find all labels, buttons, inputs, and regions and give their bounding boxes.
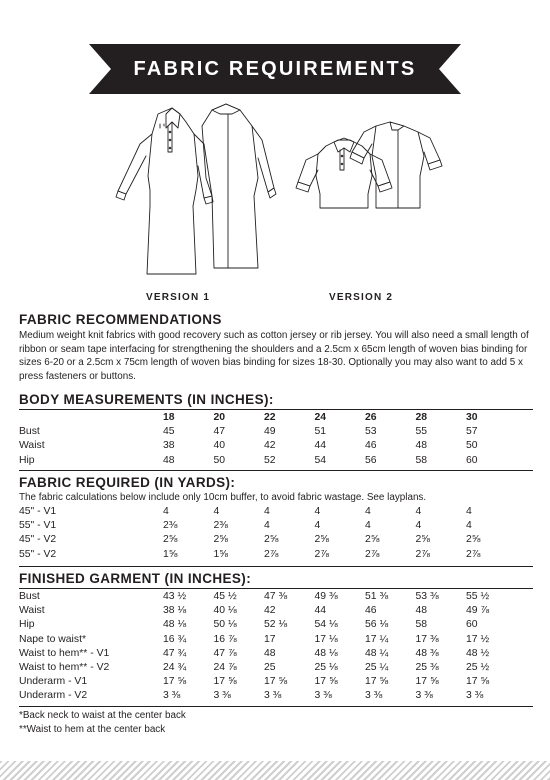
table-cell: 16 ¾ bbox=[163, 633, 187, 645]
table-cell: 2⅝ bbox=[163, 534, 178, 546]
table-cell: 42 bbox=[264, 440, 276, 452]
table-cell: 48 ⅜ bbox=[415, 647, 439, 659]
table-row bbox=[19, 618, 517, 632]
row-label: Underarm - V1 bbox=[19, 676, 88, 688]
table-cell: 51 bbox=[314, 426, 327, 438]
row-label: 45" - V2 bbox=[19, 534, 57, 546]
table-cell: 17 ⅝ bbox=[466, 676, 490, 688]
table-cell: 54 ⅛ bbox=[314, 619, 338, 631]
fabric-required-bottom-rule bbox=[19, 566, 533, 567]
fabric-required-table bbox=[19, 505, 517, 562]
table-cell: 17 ⅜ bbox=[415, 633, 439, 645]
body-measurements-bottom-rule bbox=[19, 470, 533, 471]
body-measurements-table bbox=[19, 411, 517, 468]
row-label: Hip bbox=[19, 619, 35, 631]
table-cell: 51 ⅜ bbox=[365, 591, 389, 602]
fabric-recommendations-heading: FABRIC RECOMMENDATIONS bbox=[19, 312, 222, 327]
table-cell: 38 ⅛ bbox=[163, 605, 187, 617]
table-cell: 4 bbox=[365, 520, 371, 532]
row-label: 55" - V2 bbox=[19, 548, 57, 560]
table-cell: 3 ⅜ bbox=[466, 690, 484, 702]
table-cell: 46 bbox=[365, 440, 377, 452]
table-cell: 2⅞ bbox=[314, 548, 329, 560]
table-cell: 25 ½ bbox=[466, 662, 490, 674]
finished-garment-bottom-rule bbox=[19, 706, 533, 707]
table-cell: 24 ⅞ bbox=[213, 662, 237, 674]
row-label: 55" - V1 bbox=[19, 520, 57, 532]
table-cell: 53 bbox=[365, 426, 377, 438]
table-cell: 45 bbox=[163, 426, 175, 438]
table-cell: 1⅝ bbox=[213, 548, 228, 560]
table-cell: 52 bbox=[264, 454, 276, 466]
table-cell: 4 bbox=[365, 506, 371, 517]
finished-garment-heading: FINISHED GARMENT (IN INCHES): bbox=[19, 571, 252, 586]
table-cell: 2⅝ bbox=[415, 534, 430, 546]
table-cell: 48 bbox=[415, 605, 428, 617]
table-cell: 56 ⅛ bbox=[365, 619, 389, 631]
row-label: Bust bbox=[19, 426, 40, 438]
table-cell: 17 ½ bbox=[466, 633, 490, 645]
table-cell: 60 bbox=[466, 454, 478, 466]
table-row bbox=[19, 604, 517, 618]
table-cell: 24 ¾ bbox=[163, 662, 187, 674]
table-cell: 4 bbox=[213, 506, 220, 517]
row-label: Underarm - V2 bbox=[19, 690, 88, 702]
table-cell: 25 ⅜ bbox=[415, 662, 439, 674]
table-cell: 56 bbox=[365, 454, 377, 466]
table-cell: 50 bbox=[466, 440, 478, 452]
table-cell: 44 bbox=[314, 605, 327, 617]
size-header-row bbox=[19, 411, 517, 425]
table-row bbox=[19, 439, 517, 453]
table-cell: 38 bbox=[163, 440, 175, 452]
version-2-back-illustration bbox=[350, 122, 442, 208]
version-1-back-illustration bbox=[202, 104, 276, 268]
table-cell: 47 bbox=[213, 426, 226, 438]
table-cell: 2⅝ bbox=[365, 534, 380, 546]
finished-garment-rule bbox=[19, 588, 533, 589]
body-measurements-rule bbox=[19, 409, 533, 410]
table-cell: 60 bbox=[466, 619, 478, 631]
table-cell: 48 bbox=[415, 440, 428, 452]
table-cell: 2⅝ bbox=[314, 534, 329, 546]
table-cell: 53 ⅜ bbox=[415, 591, 439, 602]
page-title: FABRIC REQUIREMENTS bbox=[133, 58, 417, 80]
size-header-cell: 22 bbox=[264, 412, 276, 423]
row-label: 45" - V1 bbox=[19, 506, 57, 517]
table-cell: 3 ⅜ bbox=[163, 690, 181, 702]
table-row bbox=[19, 590, 517, 604]
table-cell: 46 bbox=[365, 605, 377, 617]
size-header-blank bbox=[19, 411, 163, 425]
table-row bbox=[19, 505, 517, 519]
size-header-cell: 28 bbox=[415, 412, 428, 423]
table-cell: 3 ⅜ bbox=[415, 690, 433, 702]
table-cell: 3 ⅜ bbox=[365, 690, 383, 702]
table-cell: 2⅞ bbox=[264, 548, 279, 560]
table-cell: 2⅞ bbox=[415, 548, 430, 560]
table-cell: 47 ⅜ bbox=[264, 591, 288, 602]
table-cell: 49 ⅜ bbox=[314, 591, 338, 602]
fabric-required-heading: FABRIC REQUIRED (IN YARDS): bbox=[19, 475, 236, 490]
table-cell: 48 bbox=[264, 647, 276, 659]
table-cell: 47 ⅞ bbox=[213, 647, 237, 659]
footnote-waist-to-hem: **Waist to hem at the center back bbox=[19, 724, 166, 735]
table-cell: 4 bbox=[264, 520, 270, 532]
table-cell: 1⅝ bbox=[163, 548, 178, 560]
size-header-cell: 20 bbox=[213, 412, 226, 423]
table-cell: 4 bbox=[264, 506, 270, 517]
table-cell: 2⅜ bbox=[163, 520, 178, 532]
table-cell: 50 bbox=[213, 454, 226, 466]
table-cell: 17 ⅝ bbox=[213, 676, 237, 688]
table-cell: 17 ⅝ bbox=[365, 676, 389, 688]
table-cell: 58 bbox=[415, 454, 428, 466]
table-cell: 17 ⅝ bbox=[314, 676, 338, 688]
body-measurements-heading: BODY MEASUREMENTS (IN INCHES): bbox=[19, 392, 274, 407]
table-cell: 2⅞ bbox=[466, 548, 481, 560]
table-cell: 17 bbox=[264, 633, 276, 645]
table-cell: 55 ½ bbox=[466, 591, 490, 602]
table-cell: 2⅝ bbox=[213, 534, 228, 546]
garment-illustrations bbox=[0, 96, 550, 288]
table-row bbox=[19, 633, 517, 647]
row-label: Waist to hem** - V1 bbox=[19, 647, 110, 659]
table-cell: 48 ¼ bbox=[365, 647, 389, 659]
table-cell: 25 bbox=[264, 662, 276, 674]
size-header-cell: 24 bbox=[314, 412, 327, 423]
table-row bbox=[19, 425, 517, 439]
table-cell: 2⅜ bbox=[213, 520, 228, 532]
version-1-front-illustration bbox=[116, 108, 213, 274]
version-2-label: VERSION 2 bbox=[329, 292, 394, 303]
table-cell: 48 ⅛ bbox=[314, 647, 338, 659]
row-label: Hip bbox=[19, 454, 35, 466]
table-row bbox=[19, 533, 517, 547]
table-cell: 3 ⅜ bbox=[213, 690, 231, 702]
row-label: Waist bbox=[19, 605, 45, 617]
table-cell: 45 ½ bbox=[213, 591, 237, 602]
table-row bbox=[19, 454, 517, 468]
finished-garment-table bbox=[19, 590, 517, 704]
table-cell: 25 ¼ bbox=[365, 662, 389, 674]
size-header-cell: 30 bbox=[466, 412, 478, 423]
table-cell: 48 ½ bbox=[466, 647, 490, 659]
table-cell: 42 bbox=[264, 605, 276, 617]
title-banner bbox=[89, 44, 461, 94]
table-cell: 4 bbox=[466, 506, 472, 517]
table-cell: 2⅞ bbox=[365, 548, 380, 560]
table-cell: 54 bbox=[314, 454, 327, 466]
table-cell: 40 ⅛ bbox=[213, 605, 237, 617]
table-cell: 3 ⅜ bbox=[314, 690, 332, 702]
version-1-label: VERSION 1 bbox=[146, 292, 211, 303]
table-cell: 3 ⅜ bbox=[264, 690, 282, 702]
table-cell: 17 ⅛ bbox=[314, 633, 338, 645]
table-cell: 4 bbox=[415, 520, 422, 532]
table-cell: 17 ¼ bbox=[365, 633, 389, 645]
table-row bbox=[19, 689, 517, 703]
table-row bbox=[19, 519, 517, 533]
table-cell: 16 ⅞ bbox=[213, 633, 237, 645]
table-row bbox=[19, 548, 517, 562]
table-cell: 43 ½ bbox=[163, 591, 187, 602]
row-label: Waist bbox=[19, 440, 45, 452]
table-cell: 49 bbox=[264, 426, 276, 438]
table-cell: 4 bbox=[466, 520, 472, 532]
table-cell: 48 bbox=[163, 454, 175, 466]
table-cell: 49 ⅞ bbox=[466, 605, 490, 617]
table-cell: 17 ⅝ bbox=[264, 676, 288, 688]
table-cell: 17 ⅝ bbox=[163, 676, 187, 688]
fabric-recommendations-text: Medium weight knit fabrics with good recovery such as cotton jersey or rib jersey. You will also need a small length of ribbon or seam tape interfacing for strengthening the shoulders and a 2.5cm x 65cm length of woven bias binding for sizes 6-20 or a 2.5cm x 75cm length of woven bias binding for sizes 18-30. Optionally you may also want to add 5 x press fasteners or buttons. bbox=[19, 330, 529, 382]
size-header-cell: 18 bbox=[163, 412, 175, 423]
table-cell: 50 ⅛ bbox=[213, 619, 237, 631]
table-cell: 17 ⅝ bbox=[415, 676, 439, 688]
table-cell: 4 bbox=[314, 520, 321, 532]
table-row bbox=[19, 647, 517, 661]
row-label: Nape to waist* bbox=[19, 633, 86, 645]
table-row bbox=[19, 675, 517, 689]
row-label: Bust bbox=[19, 591, 40, 602]
row-label: Waist to hem** - V2 bbox=[19, 662, 110, 674]
table-cell: 48 ⅛ bbox=[163, 619, 187, 631]
table-cell: 40 bbox=[213, 440, 226, 452]
decorative-stripe-border bbox=[0, 761, 550, 780]
size-header-cell: 26 bbox=[365, 412, 377, 423]
table-cell: 4 bbox=[314, 506, 321, 517]
table-cell: 25 ⅛ bbox=[314, 662, 338, 674]
table-row bbox=[19, 661, 517, 675]
table-cell: 4 bbox=[163, 506, 169, 517]
table-cell: 2⅝ bbox=[466, 534, 481, 546]
table-cell: 44 bbox=[314, 440, 327, 452]
footnote-nape: *Back neck to waist at the center back bbox=[19, 710, 186, 721]
table-cell: 57 bbox=[466, 426, 478, 438]
fabric-required-note: The fabric calculations below include only 10cm buffer, to avoid fabric wastage. See layplans. bbox=[19, 492, 427, 503]
table-cell: 55 bbox=[415, 426, 428, 438]
table-cell: 58 bbox=[415, 619, 428, 631]
table-cell: 52 ⅛ bbox=[264, 619, 288, 631]
table-cell: 47 ¾ bbox=[163, 647, 187, 659]
table-cell: 4 bbox=[415, 506, 422, 517]
version-2-front-illustration bbox=[296, 138, 392, 208]
table-cell: 2⅝ bbox=[264, 534, 279, 546]
